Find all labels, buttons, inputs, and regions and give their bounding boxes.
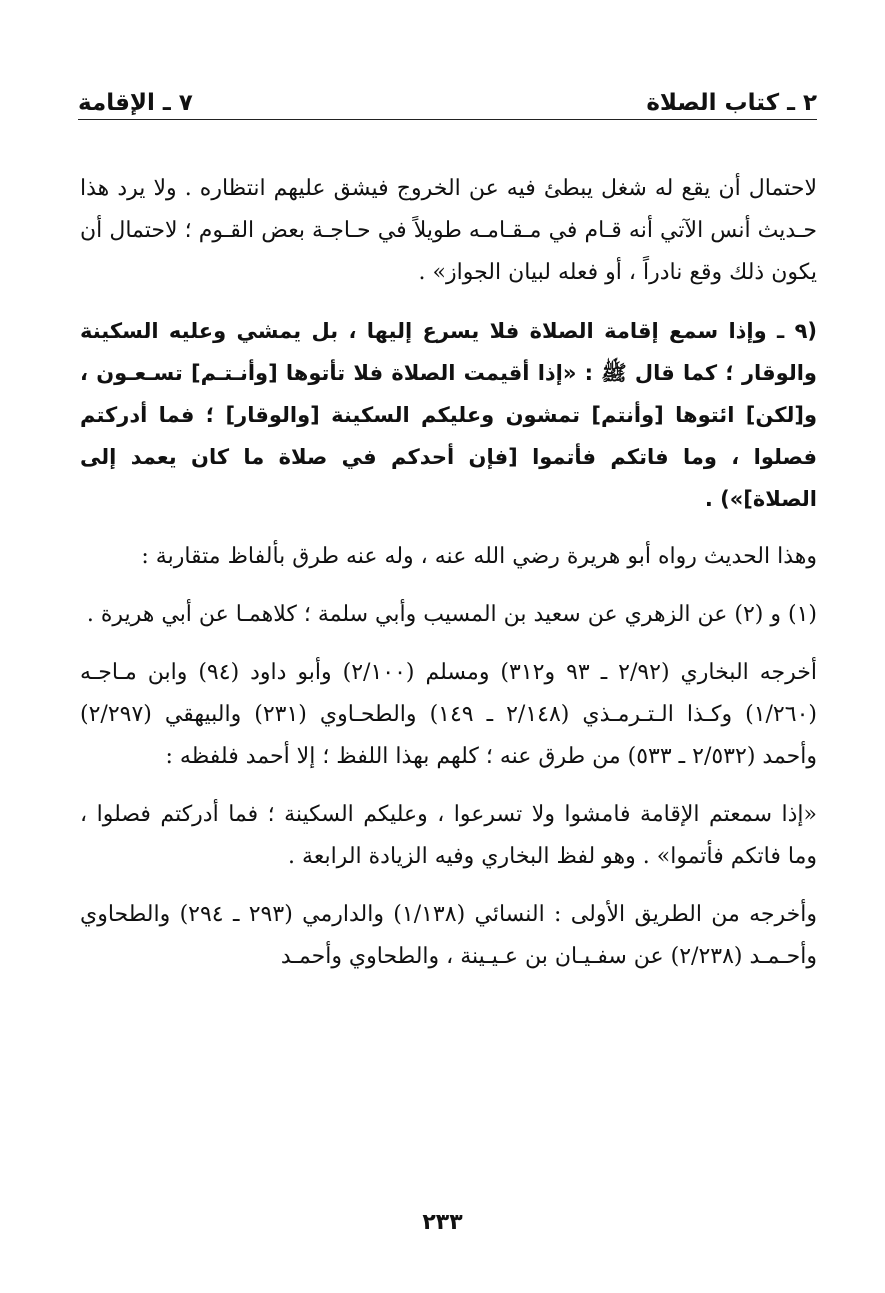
paragraph-6: «إذا سمعتم الإقامة فامشوا ولا تسرعوا ، وعليكم السكينة ؛ فما أدركتم فصلوا ، وما فاتكم فأتموا» . وهو لفظ البخاري وفيه الزيادة الرابعة . <box>80 802 817 869</box>
paragraph-1: لاحتمال أن يقع له شغل يبطئ فيه عن الخروج فيشق عليهم انتظاره . ولا يرد هذا حـديث أنس الآتي أنه قـام في مـقـامـه طويلاً في حـاجـة بعض القـوم ؛ لاحتمال أن يكون ذلك وقع نادراً ، أو فعله لبيان الجواز» . <box>80 176 817 285</box>
chapter-title: ٢ ـ كتاب الصلاة <box>646 90 817 116</box>
running-header <box>78 82 817 120</box>
body-text <box>80 168 817 994</box>
paragraph-5: أخرجه البخاري (٢/٩٢ ـ ٩٣ و٣١٢) ومسلم (٢/١٠٠) وأبو داود (٩٤) وابن مـاجـه (١/٢٦٠) وكـذا الـتـرمـذي (٢/١٤٨ ـ ١٤٩) والطحـاوي (٢٣١) والبيهقي (٢/٢٩٧) وأحمد (٢/٥٣٢ ـ ٥٣٣) من طرق عنه ؛ كلهم بهذا اللفظ ؛ إلا أحمد فلفظه : <box>80 660 817 769</box>
page-number: ٢٣٣ <box>422 1210 463 1235</box>
paragraph-3: وهذا الحديث رواه أبو هريرة رضي الله عنه ، وله عنه طرق بألفاظ متقاربة : <box>141 544 817 569</box>
paragraph-4: (١) و (٢) عن الزهري عن سعيد بن المسيب وأبي سلمة ؛ كلاهمـا عن أبي هريرة . <box>86 602 817 627</box>
paragraph-7: وأخرجه من الطريق الأولى : النسائي (١/١٣٨) والدارمي (٢٩٣ ـ ٢٩٤) والطحاوي وأحـمـد (٢/٢٣٨) عن سفـيـان بن عـيـينة ، والطحاوي وأحمـد <box>80 902 818 969</box>
section-title: ٧ ـ الإقامة <box>78 90 193 116</box>
paragraph-2-main-text: (٩ ـ وإذا سمع إقامة الصلاة فلا يسرع إليها ، بل يمشي وعليه السكينة والوقار ؛ كما قال ﷺ : «إذا أقيمت الصلاة فلا تأتوها [وأنـتـم] تسـعـون ، و[لكن] ائتوها [وأنتم] تمشون وعليكم السكينة [والوقار] ؛ فما أدركتم فصلوا ، وما فاتكم فأتموا [فإن أحدكم في صلاة ما كان يعمد إلى الصلاة]») . <box>80 319 817 511</box>
